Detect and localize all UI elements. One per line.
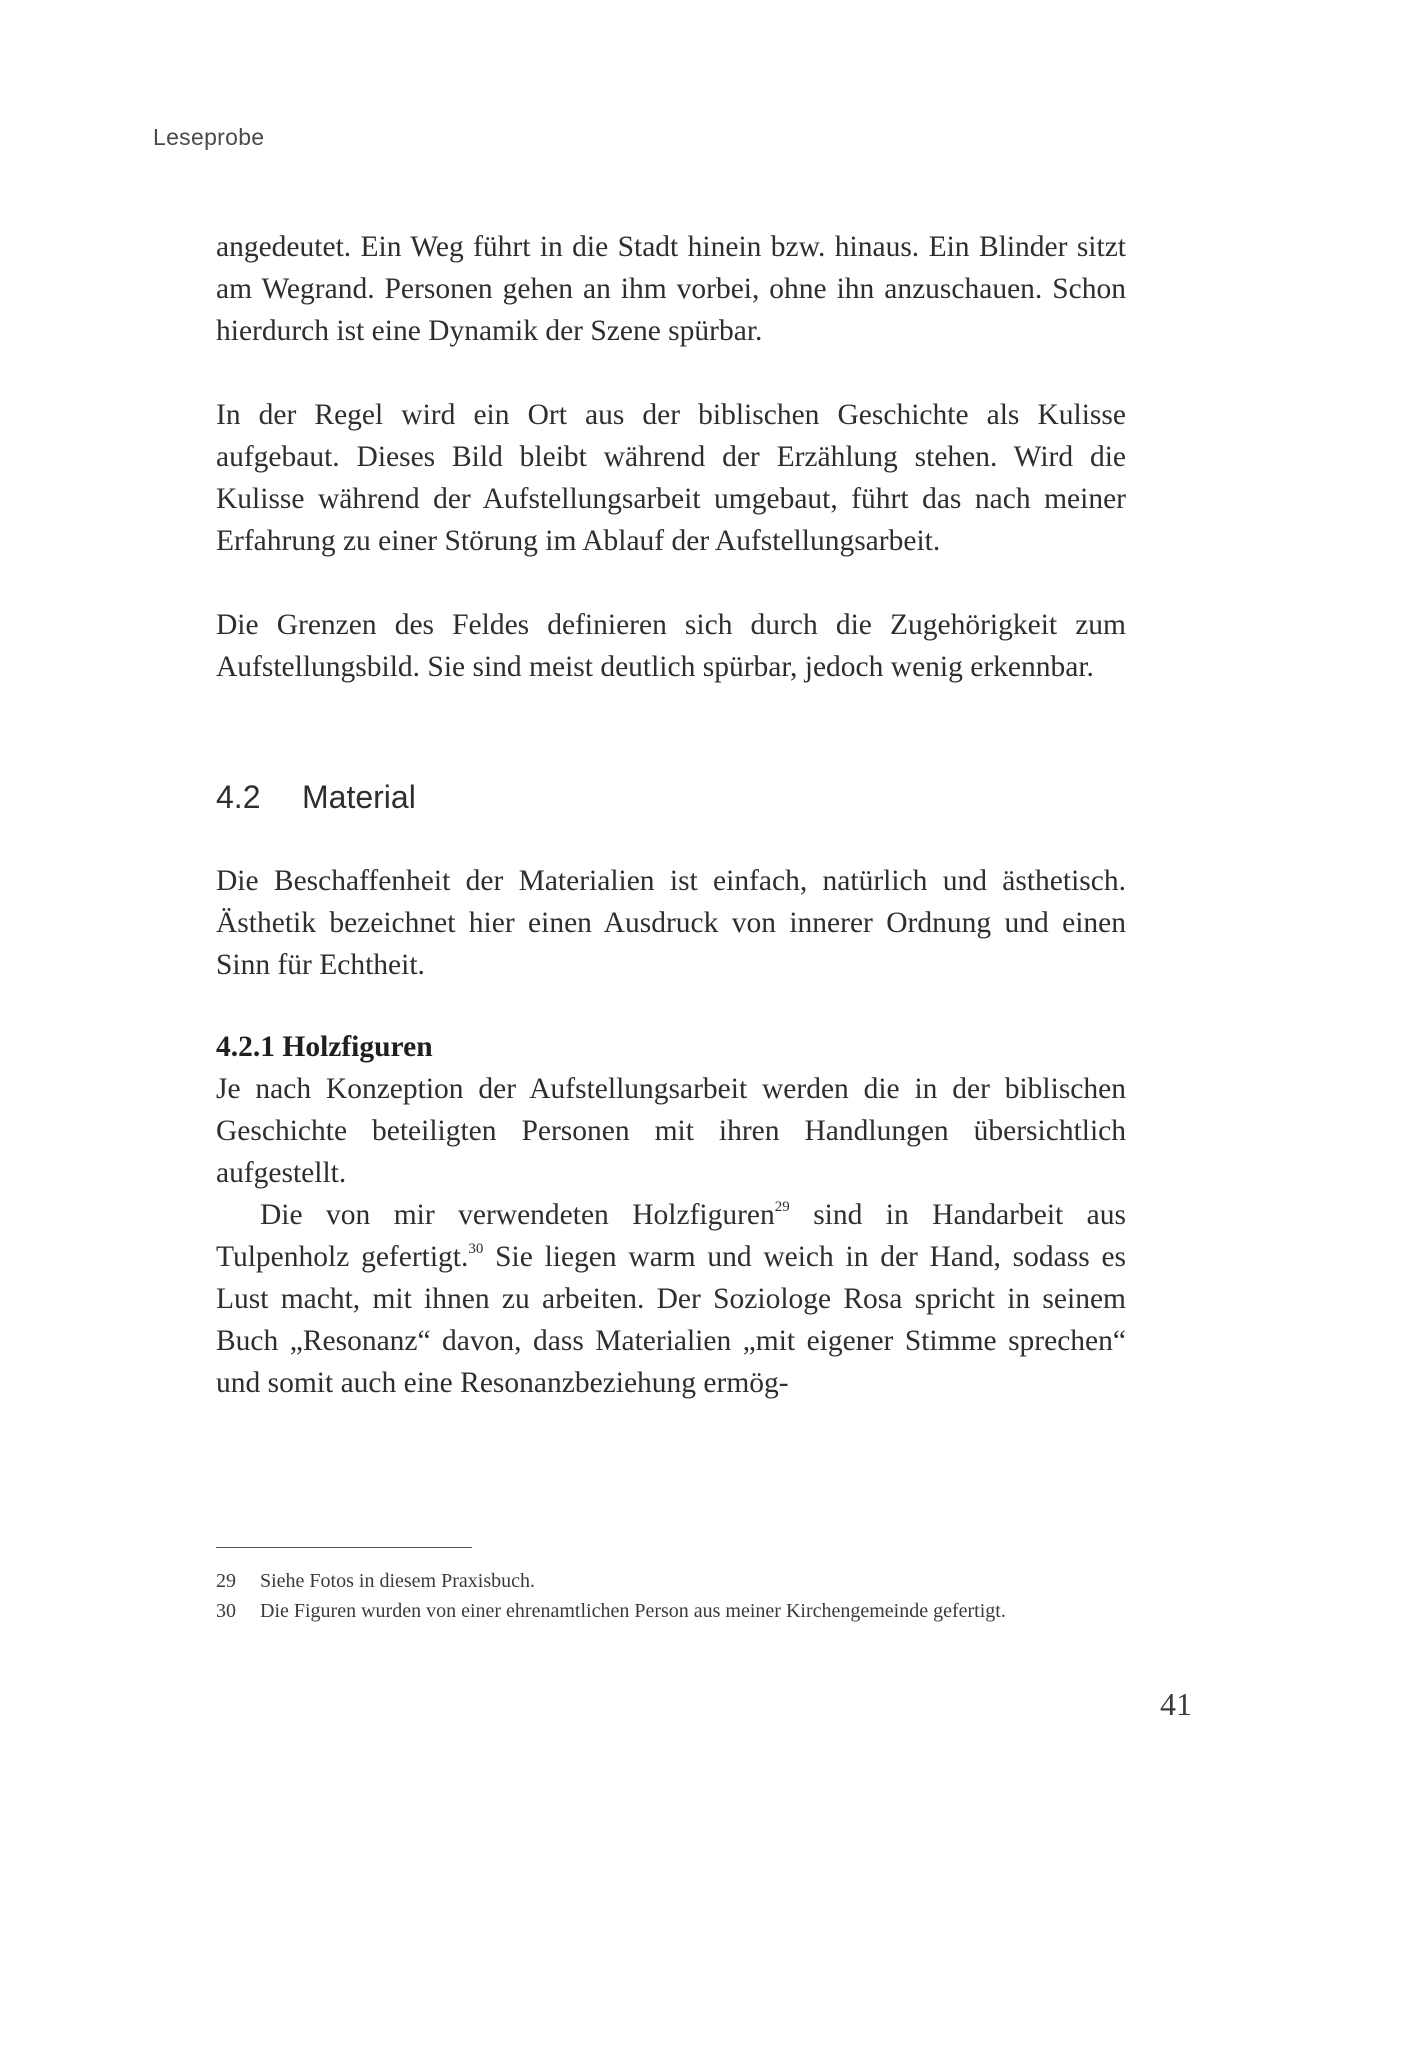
paragraph-1: angedeutet. Ein Weg führt in die Stadt hinein bzw. hinaus. Ein Blinder sitzt am Wegrand. Personen gehen an ihm vorbei, ohne ihn anzuschauen. Schon hierdurch ist eine Dynamik der Szene spürbar. <box>216 231 1126 347</box>
paragraph-2: In der Regel wird ein Ort aus der biblischen Geschichte als Kulisse aufgebaut. Dieses Bild bleibt während der Erzählung stehen. Wird die Kulisse während der Aufstellungsarbeit umgebaut, führt das nach meiner Erfahrung zu einer Störung im Ablauf der Aufstellungsarbeit. <box>216 399 1126 557</box>
paragraph-3: Die Grenzen des Feldes definieren sich durch die Zugehörigkeit zum Aufstellungsbild. Sie sind meist deutlich spürbar, jedoch wenig erkennbar. <box>216 609 1126 683</box>
footnote-ref-30[interactable]: 30 <box>468 1241 484 1257</box>
footnote-number: 30 <box>216 1600 236 1622</box>
paragraph-5: Je nach Konzeption der Aufstellungsarbeit werden die in der biblischen Geschichte beteiligten Personen mit ihren Handlungen übersichtlich aufgestellt. <box>216 1073 1126 1189</box>
subsection-heading: 4.2.1 Holzfiguren <box>216 1031 433 1063</box>
paragraph-6-part-2: sind in Handarbeit aus Tulpenholz gefertigt. <box>216 1199 1126 1273</box>
paragraph-6 <box>216 1194 1126 1404</box>
page-number: 41 <box>1160 1686 1192 1722</box>
footnote-number: 29 <box>216 1570 236 1592</box>
section-number: 4.2 <box>216 779 261 815</box>
footnote-30 <box>216 1596 1126 1626</box>
footnote-text: Die Figuren wurden von einer ehrenamtlichen Person aus meiner Kirchengemeinde gefertigt. <box>260 1600 1006 1622</box>
running-header: Leseprobe <box>153 124 265 150</box>
footnote-ref-29[interactable]: 29 <box>774 1199 790 1215</box>
main-text <box>216 226 1126 1404</box>
section-heading <box>216 776 1126 818</box>
section-title: Material <box>302 779 416 815</box>
footnotes <box>216 1566 1126 1626</box>
footnote-text: Siehe Fotos in diesem Praxisbuch. <box>260 1570 535 1592</box>
footnote-divider <box>216 1547 472 1548</box>
paragraph-6-part-1: Die von mir verwendeten Holzfiguren <box>260 1199 775 1231</box>
footnote-29 <box>216 1566 1126 1596</box>
paragraph-6-part-3: Sie liegen warm und weich in der Hand, sodass es Lust macht, mit ihnen zu arbeiten. Der Soziologe Rosa spricht in seinem Buch „Resonanz“ davon, dass Materialien „mit eigener Stimme sprechen“ und somit auch eine Resonanzbeziehung ermög- <box>216 1241 1127 1399</box>
paragraph-4: Die Beschaffenheit der Materialien ist einfach, natürlich und ästhetisch. Ästhetik bezeichnet hier einen Ausdruck von innerer Ordnung und einen Sinn für Echtheit. <box>216 865 1126 981</box>
